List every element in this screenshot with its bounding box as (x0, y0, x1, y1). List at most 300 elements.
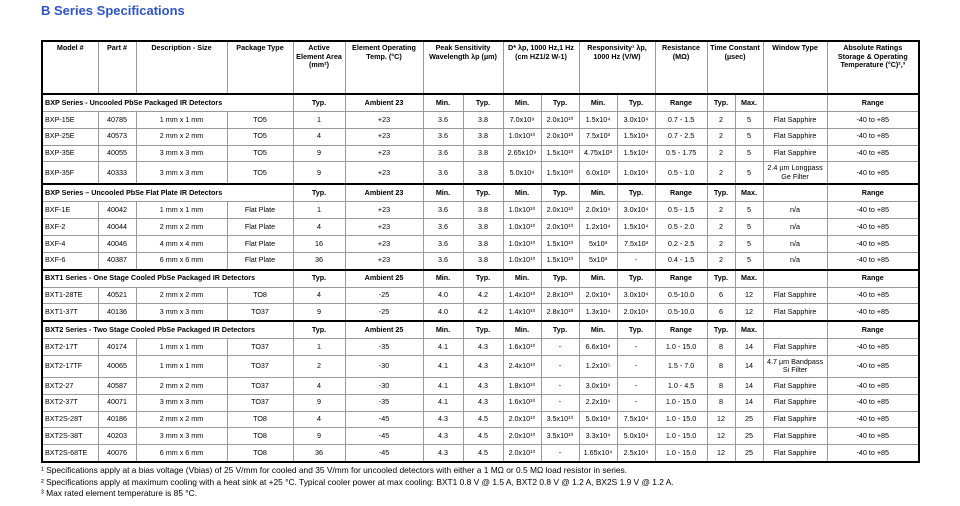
cell-abs: -40 to +85 (827, 339, 919, 356)
cell-part: 40055 (98, 145, 136, 162)
cell-rtyp: 2.0x10⁴ (617, 304, 655, 321)
cell-res: 0.2 - 2.5 (655, 235, 707, 252)
cell-pkg: TO37 (227, 377, 293, 394)
subheader-cell: Max. (735, 94, 763, 112)
cell-desc: 3 mm x 3 mm (136, 428, 227, 445)
cell-rmin: 5x10³ (579, 235, 617, 252)
cell-desc: 3 mm x 3 mm (136, 394, 227, 411)
subheader-cell: Typ. (463, 94, 503, 112)
cell-pmin: 3.6 (423, 202, 463, 219)
cell-temp: +23 (345, 202, 423, 219)
subheader-cell: Max. (735, 321, 763, 339)
cell-part: 40042 (98, 202, 136, 219)
cell-area: 4 (293, 411, 345, 428)
footnote: ³ Max rated element temperature is 85 °C. (41, 488, 198, 499)
cell-dtyp: 2.8x10¹⁰ (541, 287, 579, 304)
cell-temp: +23 (345, 235, 423, 252)
cell-area: 9 (293, 394, 345, 411)
cell-part: 40333 (98, 162, 136, 185)
cell-desc: 1 mm x 1 mm (136, 339, 227, 356)
cell-tcmax: 5 (735, 235, 763, 252)
cell-pkg: TO37 (227, 339, 293, 356)
cell-dmin: 1.6x10¹⁰ (503, 339, 541, 356)
cell-rmin: 5x10³ (579, 252, 617, 269)
cell-dmin: 2.0x10¹⁰ (503, 428, 541, 445)
cell-desc: 4 mm x 4 mm (136, 235, 227, 252)
cell-dmin: 1.4x10¹⁰ (503, 304, 541, 321)
table-row (42, 235, 919, 252)
cell-abs: -40 to +85 (827, 355, 919, 377)
cell-desc: 6 mm x 6 mm (136, 445, 227, 462)
cell-model: BXF-6 (42, 252, 98, 269)
cell-pkg: TO37 (227, 394, 293, 411)
cell-pmin: 4.3 (423, 428, 463, 445)
cell-pmin: 3.6 (423, 112, 463, 129)
cell-part: 40136 (98, 304, 136, 321)
table-row (42, 252, 919, 269)
cell-res: 0.7 - 1.5 (655, 112, 707, 129)
cell-res: 1.5 - 7.0 (655, 355, 707, 377)
cell-model: BXP-25E (42, 128, 98, 145)
cell-pkg: TO37 (227, 304, 293, 321)
cell-model: BXT1-28TE (42, 287, 98, 304)
cell-rmin: 1.2x10⁴ (579, 219, 617, 236)
cell-ptyp: 3.8 (463, 112, 503, 129)
cell-ptyp: 3.8 (463, 235, 503, 252)
cell-desc: 3 mm x 3 mm (136, 304, 227, 321)
header-part: Part # (98, 41, 136, 94)
header-abs: Absolute Ratings Storage & Operating Temperature (°C)²,³ (827, 41, 919, 94)
cell-part: 40573 (98, 128, 136, 145)
subheader-cell: Typ. (541, 270, 579, 288)
cell-area: 1 (293, 112, 345, 129)
cell-rtyp: 1.5x10⁴ (617, 219, 655, 236)
subheader-cell: Typ. (707, 321, 735, 339)
cell-desc: 6 mm x 6 mm (136, 252, 227, 269)
subheader-cell: Typ. (617, 270, 655, 288)
cell-rtyp: 2.5x10⁴ (617, 445, 655, 462)
cell-pmin: 3.6 (423, 145, 463, 162)
cell-win: Flat Sapphire (763, 394, 827, 411)
subheader-cell: Typ. (707, 270, 735, 288)
cell-dmin: 1.8x10¹⁰ (503, 377, 541, 394)
cell-res: 0.4 - 1.5 (655, 252, 707, 269)
cell-win: n/a (763, 219, 827, 236)
cell-part: 40065 (98, 355, 136, 377)
cell-win: Flat Sapphire (763, 128, 827, 145)
cell-tctyp: 2 (707, 162, 735, 185)
section-title: BXP Series - Uncooled PbSe Packaged IR Detectors (42, 94, 293, 112)
subheader-cell: Typ. (541, 94, 579, 112)
cell-dmin: 2.0x10¹⁰ (503, 411, 541, 428)
cell-temp: -45 (345, 411, 423, 428)
cell-pkg: TO8 (227, 445, 293, 462)
header-res: Resistance (MΩ) (655, 41, 707, 94)
cell-res: 1.0 - 15.0 (655, 339, 707, 356)
cell-temp: -30 (345, 377, 423, 394)
cell-ptyp: 4.2 (463, 304, 503, 321)
cell-temp: -45 (345, 428, 423, 445)
subheader-cell: Ambient 25 (345, 321, 423, 339)
cell-tcmax: 5 (735, 128, 763, 145)
cell-dmin: 7.0x10⁹ (503, 112, 541, 129)
cell-dtyp: - (541, 394, 579, 411)
subheader-cell: Typ. (541, 321, 579, 339)
cell-ptyp: 4.3 (463, 377, 503, 394)
cell-area: 4 (293, 128, 345, 145)
cell-abs: -40 to +85 (827, 411, 919, 428)
table-row (42, 145, 919, 162)
cell-rmin: 2.2x10⁴ (579, 394, 617, 411)
cell-rtyp: 3.0x10⁴ (617, 287, 655, 304)
cell-rtyp: 1.0x10⁴ (617, 162, 655, 185)
cell-rtyp: 3.0x10⁴ (617, 202, 655, 219)
table-row (42, 394, 919, 411)
cell-area: 1 (293, 339, 345, 356)
cell-dtyp: 1.5x10¹⁰ (541, 235, 579, 252)
cell-win: n/a (763, 202, 827, 219)
specifications-table (41, 40, 920, 463)
cell-desc: 2 mm x 2 mm (136, 287, 227, 304)
table-row (42, 128, 919, 145)
cell-temp: +23 (345, 112, 423, 129)
subheader-cell: Typ. (293, 321, 345, 339)
cell-area: 16 (293, 235, 345, 252)
cell-dmin: 1.0x10¹⁰ (503, 202, 541, 219)
cell-dtyp: 2.0x10¹⁰ (541, 219, 579, 236)
cell-part: 40186 (98, 411, 136, 428)
cell-pkg: TO5 (227, 128, 293, 145)
cell-pkg: TO5 (227, 162, 293, 185)
cell-rtyp: 1.5x10⁴ (617, 128, 655, 145)
cell-abs: -40 to +85 (827, 287, 919, 304)
subheader-cell: Min. (503, 270, 541, 288)
subheader-cell: Min. (503, 321, 541, 339)
subheader-cell: Range (827, 321, 919, 339)
cell-temp: +23 (345, 162, 423, 185)
cell-temp: +23 (345, 219, 423, 236)
cell-pkg: TO8 (227, 428, 293, 445)
cell-pmin: 3.6 (423, 219, 463, 236)
cell-desc: 3 mm x 3 mm (136, 162, 227, 185)
cell-tcmax: 12 (735, 304, 763, 321)
cell-ptyp: 4.5 (463, 428, 503, 445)
cell-tcmax: 5 (735, 145, 763, 162)
cell-tctyp: 12 (707, 445, 735, 462)
cell-model: BXT2-17T (42, 339, 98, 356)
cell-model: BXF-4 (42, 235, 98, 252)
cell-win: Flat Sapphire (763, 287, 827, 304)
cell-pkg: TO8 (227, 411, 293, 428)
cell-dmin: 1.6x10¹⁰ (503, 394, 541, 411)
subheader-cell: Min. (423, 184, 463, 202)
cell-area: 9 (293, 428, 345, 445)
cell-area: 36 (293, 252, 345, 269)
cell-temp: -25 (345, 304, 423, 321)
cell-dtyp: 2.8x10¹⁰ (541, 304, 579, 321)
cell-tcmax: 14 (735, 394, 763, 411)
section-header-row (42, 184, 919, 202)
cell-abs: -40 to +85 (827, 235, 919, 252)
cell-win: Flat Sapphire (763, 304, 827, 321)
table-row (42, 355, 919, 377)
cell-pmin: 3.6 (423, 252, 463, 269)
cell-rtyp: 7.5x10⁴ (617, 411, 655, 428)
cell-pkg: Flat Plate (227, 202, 293, 219)
subheader-cell: Typ. (707, 94, 735, 112)
cell-rmin: 2.0x10⁴ (579, 287, 617, 304)
cell-res: 0.5 - 1.75 (655, 145, 707, 162)
cell-tctyp: 12 (707, 428, 735, 445)
subheader-cell: Min. (423, 94, 463, 112)
cell-rtyp: 7.5x10³ (617, 235, 655, 252)
cell-abs: -40 to +85 (827, 394, 919, 411)
cell-temp: -30 (345, 355, 423, 377)
cell-ptyp: 4.3 (463, 339, 503, 356)
cell-desc: 3 mm x 3 mm (136, 145, 227, 162)
cell-area: 36 (293, 445, 345, 462)
cell-abs: -40 to +85 (827, 162, 919, 185)
cell-pkg: TO5 (227, 145, 293, 162)
cell-rtyp: - (617, 355, 655, 377)
cell-tctyp: 6 (707, 287, 735, 304)
cell-desc: 2 mm x 2 mm (136, 219, 227, 236)
cell-pkg: Flat Plate (227, 252, 293, 269)
cell-res: 0.5-10.0 (655, 304, 707, 321)
header-temp: Element Operating Temp. (°C) (345, 41, 423, 94)
cell-area: 4 (293, 377, 345, 394)
cell-tcmax: 5 (735, 112, 763, 129)
subheader-cell: Typ. (293, 94, 345, 112)
cell-res: 1.0 - 15.0 (655, 411, 707, 428)
cell-tcmax: 5 (735, 162, 763, 185)
cell-pmin: 4.3 (423, 445, 463, 462)
cell-dmin: 1.0x10¹⁰ (503, 128, 541, 145)
cell-tcmax: 12 (735, 287, 763, 304)
cell-abs: -40 to +85 (827, 252, 919, 269)
subheader-cell: Range (827, 184, 919, 202)
cell-ptyp: 4.2 (463, 287, 503, 304)
cell-dmin: 1.4x10¹⁰ (503, 287, 541, 304)
cell-res: 0.5 - 2.0 (655, 219, 707, 236)
cell-pmin: 4.0 (423, 287, 463, 304)
cell-win: Flat Sapphire (763, 377, 827, 394)
cell-rmin: 1.65x10⁴ (579, 445, 617, 462)
cell-abs: -40 to +85 (827, 445, 919, 462)
cell-rmin: 1.2x10⁵ (579, 355, 617, 377)
cell-tcmax: 5 (735, 202, 763, 219)
cell-tctyp: 2 (707, 202, 735, 219)
cell-part: 40046 (98, 235, 136, 252)
cell-pmin: 4.1 (423, 394, 463, 411)
cell-pmin: 4.1 (423, 339, 463, 356)
cell-tcmax: 25 (735, 411, 763, 428)
cell-abs: -40 to +85 (827, 145, 919, 162)
cell-area: 9 (293, 162, 345, 185)
subheader-cell: Range (655, 184, 707, 202)
cell-area: 9 (293, 304, 345, 321)
table-row (42, 202, 919, 219)
cell-dmin: 2.4x10¹⁰ (503, 355, 541, 377)
cell-desc: 1 mm x 1 mm (136, 112, 227, 129)
subheader-cell: Typ. (541, 184, 579, 202)
table-row (42, 377, 919, 394)
header-area: Active Element Area (mm²) (293, 41, 345, 94)
cell-rtyp: 3.0x10⁴ (617, 112, 655, 129)
cell-model: BXP-35F (42, 162, 98, 185)
cell-dtyp: 3.5x10¹⁰ (541, 411, 579, 428)
cell-win: 2.4 µm Longpass Ge Filter (763, 162, 827, 185)
subheader-cell: Typ. (463, 270, 503, 288)
cell-win: Flat Sapphire (763, 112, 827, 129)
subheader-cell: Ambient 25 (345, 270, 423, 288)
cell-res: 0.7 - 2.5 (655, 128, 707, 145)
subheader-cell: Typ. (617, 94, 655, 112)
cell-dtyp: 2.0x10¹⁰ (541, 202, 579, 219)
footnote: ¹ Specifications apply at a bias voltage (Vbias) of 25 V/mm for cooled and 35 V/mm for uncooled detectors with either a 1 MΩ or 0.5 MΩ load resistor in series. (41, 465, 628, 475)
cell-tctyp: 2 (707, 252, 735, 269)
cell-dmin: 5.0x10⁹ (503, 162, 541, 185)
table-row (42, 339, 919, 356)
cell-res: 0.5 - 1.5 (655, 202, 707, 219)
subheader-cell: Min. (579, 270, 617, 288)
subheader-cell: Typ. (463, 184, 503, 202)
subheader-cell: Max. (735, 184, 763, 202)
cell-res: 1.0 - 15.0 (655, 445, 707, 462)
cell-res: 1.0 - 15.0 (655, 428, 707, 445)
cell-win: Flat Sapphire (763, 339, 827, 356)
section-title: BXT1 Series - One Stage Cooled PbSe Packaged IR Detectors (42, 270, 293, 288)
cell-ptyp: 4.3 (463, 394, 503, 411)
cell-model: BXT2-17TF (42, 355, 98, 377)
header-peak: Peak Sensitivity Wavelength λp (µm) (423, 41, 503, 94)
cell-temp: -45 (345, 445, 423, 462)
cell-ptyp: 3.8 (463, 145, 503, 162)
cell-model: BXT1-37T (42, 304, 98, 321)
subheader-cell: Min. (503, 184, 541, 202)
cell-dtyp: 2.0x10¹⁰ (541, 112, 579, 129)
cell-abs: -40 to +85 (827, 304, 919, 321)
cell-dmin: 1.0x10¹⁰ (503, 252, 541, 269)
cell-pmin: 4.3 (423, 411, 463, 428)
cell-res: 1.0 - 4.5 (655, 377, 707, 394)
cell-pkg: TO5 (227, 112, 293, 129)
cell-area: 1 (293, 202, 345, 219)
cell-rtyp: - (617, 394, 655, 411)
cell-ptyp: 4.5 (463, 445, 503, 462)
cell-abs: -40 to +85 (827, 219, 919, 236)
cell-temp: +23 (345, 252, 423, 269)
cell-tctyp: 6 (707, 304, 735, 321)
cell-tcmax: 14 (735, 377, 763, 394)
cell-temp: +23 (345, 145, 423, 162)
table-row (42, 304, 919, 321)
subheader-cell: Typ. (707, 184, 735, 202)
cell-rmin: 1.3x10⁴ (579, 304, 617, 321)
cell-rmin: 3.3x10⁴ (579, 428, 617, 445)
cell-pkg: Flat Plate (227, 219, 293, 236)
cell-rtyp: - (617, 377, 655, 394)
table-row (42, 162, 919, 185)
cell-win: 4.7 µm Bandpass Si Filter (763, 355, 827, 377)
cell-part: 40521 (98, 287, 136, 304)
cell-ptyp: 3.8 (463, 252, 503, 269)
cell-tctyp: 8 (707, 339, 735, 356)
cell-tctyp: 8 (707, 394, 735, 411)
header-resp: Responsivity¹ λp, 1000 Hz (V/W) (579, 41, 655, 94)
subheader-cell: Max. (735, 270, 763, 288)
cell-win: Flat Sapphire (763, 145, 827, 162)
cell-area: 4 (293, 287, 345, 304)
subheader-cell: Typ. (617, 184, 655, 202)
cell-rmin: 4.75x10³ (579, 145, 617, 162)
cell-model: BXP-15E (42, 112, 98, 129)
cell-abs: -40 to +85 (827, 428, 919, 445)
cell-rtyp: - (617, 252, 655, 269)
footnotes (41, 465, 674, 500)
cell-rmin: 6.0x10³ (579, 162, 617, 185)
cell-model: BXT2S-28T (42, 411, 98, 428)
section-header-row (42, 270, 919, 288)
cell-temp: -35 (345, 339, 423, 356)
cell-part: 40044 (98, 219, 136, 236)
subheader-cell: Range (655, 94, 707, 112)
cell-tcmax: 5 (735, 252, 763, 269)
cell-abs: -40 to +85 (827, 128, 919, 145)
table-row (42, 411, 919, 428)
cell-part: 40071 (98, 394, 136, 411)
cell-rtyp: - (617, 339, 655, 356)
cell-temp: -35 (345, 394, 423, 411)
cell-desc: 2 mm x 2 mm (136, 411, 227, 428)
table-row (42, 287, 919, 304)
cell-dtyp: - (541, 377, 579, 394)
cell-win: Flat Sapphire (763, 428, 827, 445)
subheader-cell: Range (827, 270, 919, 288)
cell-dtyp: 1.5x10¹⁰ (541, 252, 579, 269)
subheader-cell (763, 94, 827, 112)
cell-dtyp: 3.5x10¹⁰ (541, 428, 579, 445)
table-row (42, 428, 919, 445)
cell-part: 40387 (98, 252, 136, 269)
cell-rmin: 5.0x10⁴ (579, 411, 617, 428)
cell-tcmax: 14 (735, 355, 763, 377)
cell-tctyp: 8 (707, 377, 735, 394)
header-tc: Time Constant (µsec) (707, 41, 763, 94)
cell-ptyp: 3.8 (463, 162, 503, 185)
cell-temp: -25 (345, 287, 423, 304)
cell-ptyp: 4.3 (463, 355, 503, 377)
section-title: BXP Series – Uncooled PbSe Flat Plate IR Detectors (42, 184, 293, 202)
cell-res: 0.5 - 1.0 (655, 162, 707, 185)
cell-pmin: 3.6 (423, 162, 463, 185)
cell-tctyp: 2 (707, 112, 735, 129)
cell-model: BXT2S-38T (42, 428, 98, 445)
cell-desc: 1 mm x 1 mm (136, 202, 227, 219)
cell-ptyp: 3.8 (463, 219, 503, 236)
section-header-row (42, 94, 919, 112)
cell-area: 2 (293, 355, 345, 377)
cell-tctyp: 12 (707, 411, 735, 428)
cell-pmin: 4.1 (423, 377, 463, 394)
subheader-cell: Typ. (293, 270, 345, 288)
table-header-row (42, 41, 919, 94)
cell-pmin: 4.1 (423, 355, 463, 377)
cell-rmin: 7.5x10³ (579, 128, 617, 145)
cell-tcmax: 25 (735, 428, 763, 445)
cell-dtyp: - (541, 445, 579, 462)
cell-res: 0.5-10.0 (655, 287, 707, 304)
